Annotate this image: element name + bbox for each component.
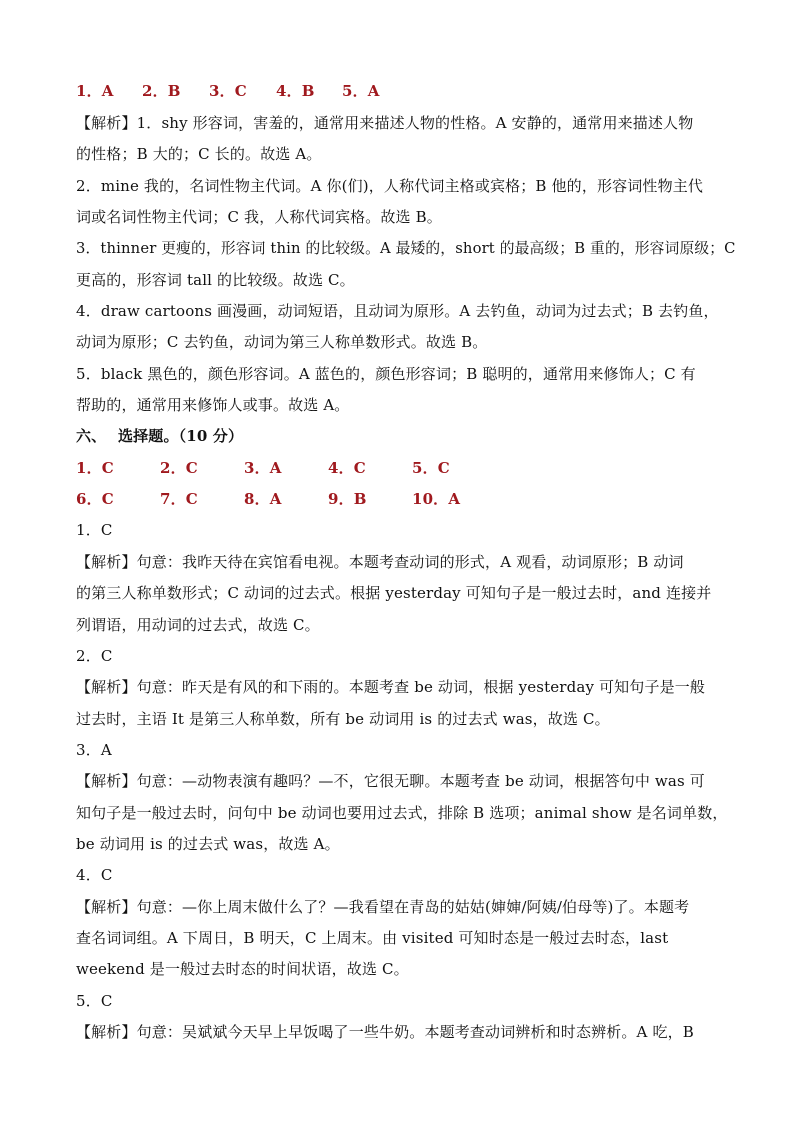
explanation-line: 的性格；B 大的；C 长的。故选 A。 <box>76 145 322 163</box>
answer-item: 10．A <box>412 490 461 508</box>
explanation-line: 【解析】句意：—动物表演有趣吗？—不，它很无聊。本题考查 be 动词，根据答句中 was 可 <box>76 772 705 790</box>
question-answer: 3．A <box>76 741 112 759</box>
answer-item: 4．C <box>328 459 366 477</box>
answer-item: 5．A <box>342 82 380 100</box>
explanation-line: 动词为原形；C 去钓鱼，动词为第三人称单数形式。故选 B。 <box>76 333 488 351</box>
answer-item: 1．C <box>76 459 114 477</box>
explanation-line: 知句子是一般过去时，问句中 be 动词也要用过去式，排除 B 选项；animal show 是名词单数， <box>76 804 728 822</box>
explanation-line: 【解析】句意：吴斌斌今天早上早饭喝了一些牛奶。本题考查动词辨析和时态辨析。A 吃，B <box>76 1023 694 1041</box>
answer-item: 7．C <box>160 490 198 508</box>
answer-item: 8．A <box>244 490 282 508</box>
explanation-line: 【解析】句意：—你上周末做什么了？—我看望在青岛的姑姑(婶婶/阿姨/伯母等)了。本题考 <box>76 898 690 916</box>
explanation-line: 词或名词性物主代词；C 我，人称代词宾格。故选 B。 <box>76 208 442 226</box>
answer-item: 6．C <box>76 490 114 508</box>
question-answer: 4．C <box>76 866 113 884</box>
answer-item: 3．A <box>244 459 282 477</box>
explanation-line: be 动词用 is 的过去式 was，故选 A。 <box>76 835 340 853</box>
explanation-line: 【解析】句意：昨天是有风的和下雨的。本题考查 be 动词，根据 yesterday 可知句子是一般 <box>76 678 706 696</box>
question-answer: 2．C <box>76 647 113 665</box>
answer-item: 5．C <box>412 459 450 477</box>
section6-heading <box>76 425 740 447</box>
explanation-line: 【解析】句意：我昨天待在宾馆看电视。本题考查动词的形式，A 观看，动词原形；B 动词 <box>76 553 684 571</box>
explanation-line: 查名词词组。A 下周日，B 明天，C 上周末。由 visited 可知时态是一般过去时态，last <box>76 929 669 947</box>
explanation-line: 的第三人称单数形式；C 动词的过去式。根据 yesterday 可知句子是一般过去时，and 连接并 <box>76 584 712 602</box>
explanation-line: 2．mine 我的，名词性物主代词。A 你(们)，人称代词主格或宾格；B 他的，形容词性物主代 <box>76 177 704 195</box>
explanation-line: 过去时，主语 It 是第三人称单数，所有 be 动词用 is 的过去式 was，故选 C。 <box>76 710 610 728</box>
question-answer: 1．C <box>76 521 113 539</box>
explanation-line: 5．black 黑色的，颜色形容词。A 蓝色的，颜色形容词；B 聪明的，通常用来修饰人；C 有 <box>76 365 696 383</box>
explanation-line: weekend 是一般过去时态的时间状语，故选 C。 <box>76 960 409 978</box>
answer-item: 4．B <box>276 82 315 100</box>
answer-item: 1．A <box>76 82 114 100</box>
answer-item: 2．C <box>160 459 198 477</box>
explanation-line: 列谓语，用动词的过去式，故选 C。 <box>76 616 320 634</box>
question-answer: 5．C <box>76 992 113 1010</box>
explanation-line: 更高的，形容词 tall 的比较级。故选 C。 <box>76 271 355 289</box>
explanation-line: 3．thinner 更瘦的，形容词 thin 的比较级。A 最矮的，short 的最高级；B 重的，形容词原级；C <box>76 240 736 257</box>
section-number: 六、 <box>76 427 107 445</box>
answer-item: 9．B <box>328 490 367 508</box>
explanation-line: 4．draw cartoons 画漫画，动词短语，且动词为原形。A 去钓鱼，动词为过去式；B 去钓鱼， <box>76 302 719 320</box>
answer-item: 2．B <box>142 82 181 100</box>
answer-item: 3．C <box>209 82 247 100</box>
explanation-line: 【解析】1．shy 形容词，害羞的，通常用来描述人物的性格。A 安静的，通常用来描述人物 <box>76 114 694 132</box>
section-title: 选择题。（10 分） <box>118 427 244 445</box>
explanation-line: 帮助的，通常用来修饰人或事。故选 A。 <box>76 396 350 414</box>
